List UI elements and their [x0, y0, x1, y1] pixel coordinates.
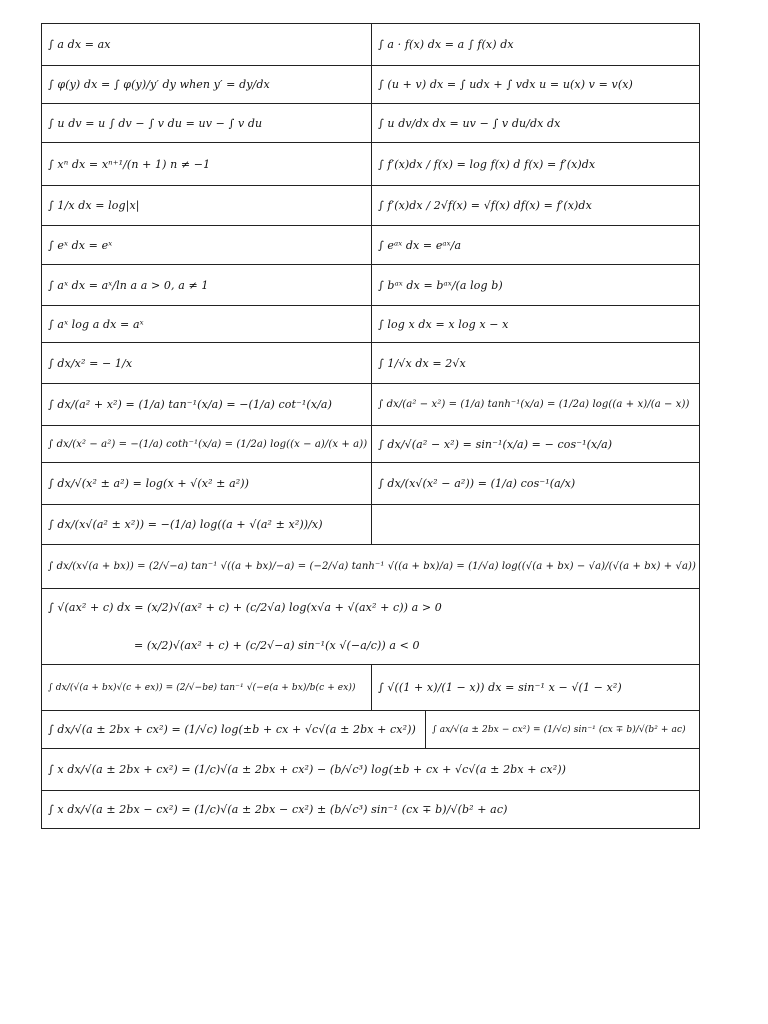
- formula-full: ∫ x dx/√(a ± 2bx + cx²) = (1/c)√(a ± 2bx + cx²) − (b/√c³) log(±b + cx + √c√(a ± 2bx + cx²)): [48, 763, 566, 776]
- formula-row: [42, 264, 699, 305]
- formula-left: ∫ dx/x² = − 1/x: [42, 343, 372, 383]
- formula-left: ∫ dx/(x√(a² ± x²)) = −(1/a) log((a + √(a² ± x²))/x): [42, 505, 372, 544]
- formula-left: ∫ dx/√(a ± 2bx + cx²) = (1/√c) log(±b + cx + √c√(a ± 2bx + cx²)): [42, 711, 426, 748]
- formula-row: [42, 588, 699, 664]
- formula-right: ∫ bᵃˣ dx = bᵃˣ/(a log b): [378, 278, 503, 292]
- formula-left: ∫ φ(y) dx = ∫ φ(y)/y′ dy when y′ = dy/dx: [42, 66, 372, 103]
- formula-row: [42, 342, 699, 383]
- formula-left: ∫ eˣ dx = eˣ: [42, 226, 372, 264]
- formula-right: ∫ 1/√x dx = 2√x: [378, 356, 466, 370]
- integral-formula-table: [41, 23, 700, 829]
- formula-row: [42, 748, 699, 790]
- empty-cell: [372, 505, 699, 544]
- formula-row: [42, 142, 699, 185]
- formula-row: [42, 504, 699, 544]
- formula-row: [42, 544, 699, 588]
- formula-row: [42, 710, 699, 748]
- formula-row: [42, 425, 699, 462]
- formula-full: [42, 589, 699, 664]
- formula-full: ∫ x dx/√(a ± 2bx − cx²) = (1/c)√(a ± 2bx − cx²) ± (b/√c³) sin⁻¹ (cx ∓ b)/√(b² + ac): [48, 803, 508, 816]
- formula-full: ∫ dx/(x√(a + bx)) = (2/√−a) tan⁻¹ √((a + bx)/−a) = (−2/√a) tanh⁻¹ √((a + bx)/a) = (1/√a) log((√(a + bx) − √a)/(√(a + bx) + √a)): [48, 561, 697, 572]
- formula-row: [42, 383, 699, 425]
- formula-row: [42, 305, 699, 342]
- formula-left: ∫ a dx = ax: [42, 24, 372, 65]
- formula-row: [42, 185, 699, 225]
- formula-left: ∫ dx/(√(a + bx)√(c + ex)) = (2/√−be) tan⁻¹ √(−e(a + bx)/b(c + ex)): [42, 665, 372, 710]
- formula-right: ∫ √((1 + x)/(1 − x)) dx = sin⁻¹ x − √(1 − x²): [378, 681, 622, 694]
- formula-row: [42, 462, 699, 504]
- formula-right: ∫ (u + v) dx = ∫ udx + ∫ vdx u = u(x) v = v(x): [378, 78, 633, 91]
- formula-right: ∫ f′(x)dx / 2√f(x) = √f(x) df(x) = f′(x)dx: [378, 199, 592, 212]
- formula-row: [42, 103, 699, 142]
- formula-right: ∫ dx/(a² − x²) = (1/a) tanh⁻¹(x/a) = (1/2a) log((a + x)/(a − x)): [378, 399, 690, 410]
- formula-left: ∫ dx/(a² + x²) = (1/a) tan⁻¹(x/a) = −(1/a) cot⁻¹(x/a): [42, 384, 372, 425]
- formula-row: [42, 790, 699, 828]
- formula-left: ∫ xⁿ dx = xⁿ⁺¹/(n + 1) n ≠ −1: [42, 143, 372, 185]
- formula-left: ∫ aˣ log a dx = aˣ: [42, 306, 372, 342]
- formula-right: ∫ f′(x)dx / f(x) = log f(x) d f(x) = f′(x)dx: [378, 157, 596, 171]
- formula-row: [42, 664, 699, 710]
- formula-right: ∫ a · f(x) dx = a ∫ f(x) dx: [378, 38, 514, 51]
- formula-line: ∫ √(ax² + c) dx = (x/2)√(ax² + c) + (c/2√a) log(x√a + √(ax² + c)) a > 0: [48, 601, 442, 615]
- formula-row: [42, 225, 699, 264]
- formula-row: [42, 65, 699, 103]
- formula-left: ∫ dx/√(x² ± a²) = log(x + √(x² ± a²)): [42, 463, 372, 504]
- formula-right: ∫ dx/(x√(x² − a²)) = (1/a) cos⁻¹(a/x): [378, 477, 576, 490]
- formula-right: ∫ dx/√(a² − x²) = sin⁻¹(x/a) = − cos⁻¹(x/a): [378, 437, 613, 451]
- formula-right: ∫ u dv/dx dx = uv − ∫ v du/dx dx: [378, 116, 561, 130]
- formula-left: ∫ u dv = u ∫ dv − ∫ v du = uv − ∫ v du: [42, 104, 372, 142]
- formula-right: ∫ log x dx = x log x − x: [378, 317, 509, 331]
- formula-line: = (x/2)√(ax² + c) + (c/2√−a) sin⁻¹(x √(−a/c)) a < 0: [134, 638, 420, 652]
- formula-left: ∫ aˣ dx = aˣ/ln a a > 0, a ≠ 1: [42, 265, 372, 305]
- formula-left: ∫ 1/x dx = log|x|: [42, 186, 372, 225]
- formula-right: ∫ ax/√(a ± 2bx − cx²) = (1/√c) sin⁻¹ (cx ∓ b)/√(b² + ac): [432, 724, 686, 735]
- formula-left: ∫ dx/(x² − a²) = −(1/a) coth⁻¹(x/a) = (1/2a) log((x − a)/(x + a)): [42, 426, 372, 462]
- formula-right: ∫ eᵃˣ dx = eᵃˣ/a: [378, 238, 462, 252]
- formula-row: [42, 24, 699, 65]
